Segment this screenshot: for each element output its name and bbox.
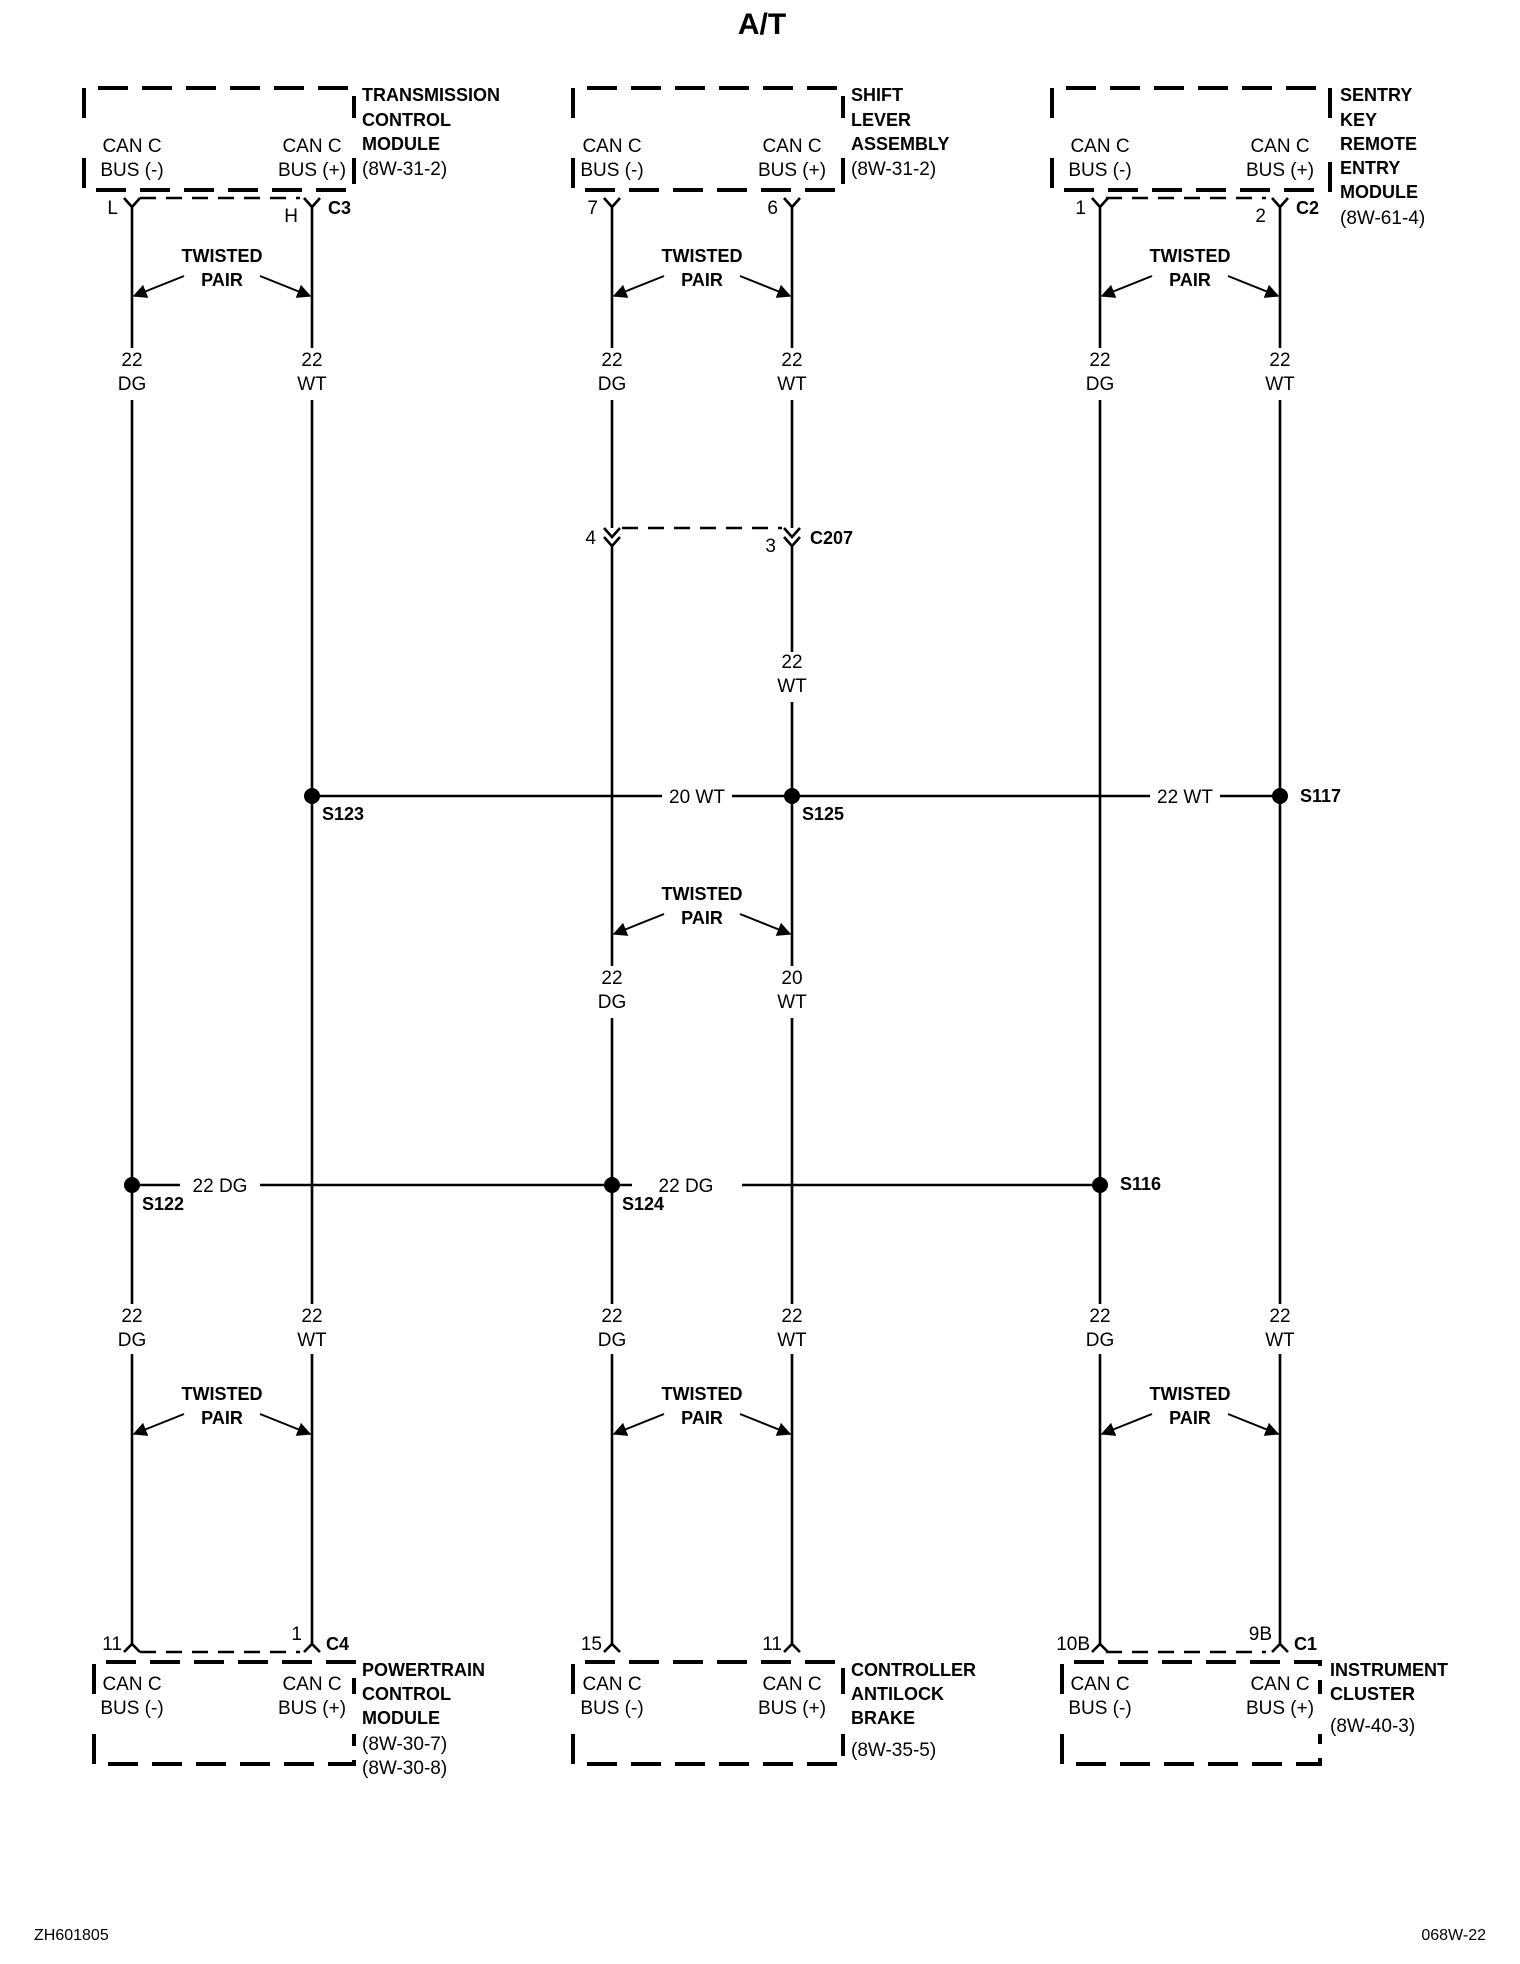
skreem-pin-plus: 2 xyxy=(1255,206,1266,227)
gauge-pcm-wt: 22 xyxy=(301,1306,323,1327)
powertrain-control-module xyxy=(94,1660,485,1779)
tcm-minus-bus: BUS (-) xyxy=(100,160,164,181)
tp-arrow-right xyxy=(740,914,790,934)
c207-connector xyxy=(585,528,853,557)
color-c207-wt: WT xyxy=(777,676,807,697)
wire-labels xyxy=(118,350,1295,1351)
tp-arrow-left xyxy=(134,1414,184,1434)
gauge-tcm-dg: 22 xyxy=(121,350,143,371)
color-mid-wt: WT xyxy=(777,992,807,1013)
can-bus-horizontal xyxy=(132,787,1280,1197)
splice-s122 xyxy=(124,1177,140,1193)
cab-plus-bus: BUS (+) xyxy=(757,1698,827,1719)
splice-s117-label: S117 xyxy=(1300,786,1342,806)
splice-s125-label: S125 xyxy=(802,804,845,824)
pcm-name-2: CONTROL xyxy=(362,1684,451,1704)
skreem-minus-bus: BUS (-) xyxy=(1068,160,1132,181)
cab-plus-can: CAN C xyxy=(762,1674,822,1695)
tp-arrow-left xyxy=(1102,1414,1152,1434)
color-cab-wt: WT xyxy=(777,1330,807,1351)
ic-name-1: INSTRUMENT xyxy=(1330,1660,1448,1680)
color-tcm-dg: DG xyxy=(117,374,147,395)
ic-name-2: CLUSTER xyxy=(1330,1684,1415,1704)
pin-skreem-plus xyxy=(1272,198,1288,207)
pcm-minus-can: CAN C xyxy=(102,1674,162,1695)
color-ic-wt: WT xyxy=(1265,1330,1295,1351)
splice-s122-label: S122 xyxy=(142,1194,185,1214)
bus-dg-label-1: 22 DG xyxy=(192,1176,248,1197)
tp-label-2: PAIR xyxy=(1169,1408,1211,1428)
c207-pin-minus: 4 xyxy=(585,528,596,549)
c207-pin-wt xyxy=(784,528,800,546)
tp-label-2: PAIR xyxy=(201,1408,243,1428)
tcm-name-1: TRANSMISSION xyxy=(362,85,501,105)
ic-plus-bus: BUS (+) xyxy=(1245,1698,1315,1719)
splice-s125 xyxy=(784,788,800,804)
color-tcm-wt: WT xyxy=(297,374,327,395)
tp-arrow-right xyxy=(260,1414,310,1434)
tcm-pin-minus: L xyxy=(107,198,118,219)
twisted-pair-cab xyxy=(614,1384,790,1434)
twisted-pair-sla-mid xyxy=(614,884,790,934)
gauge-cab-dg: 22 xyxy=(601,1306,623,1327)
skreem-pin-minus: 1 xyxy=(1075,198,1086,219)
color-ic-dg: DG xyxy=(1085,1330,1115,1351)
pin-cab-plus xyxy=(784,1644,800,1652)
cab-ref: (8W-35-5) xyxy=(851,1740,937,1761)
sla-name-3: ASSEMBLY xyxy=(851,134,950,154)
splice-s123-label: S123 xyxy=(322,804,365,824)
gauge-mid-wt: 20 xyxy=(781,968,803,989)
sla-plus-can: CAN C xyxy=(762,136,822,157)
tcm-ref: (8W-31-2) xyxy=(362,159,448,180)
gauge-sla-wt: 22 xyxy=(781,350,803,371)
color-skreem-wt: WT xyxy=(1265,374,1295,395)
splice-s116-label: S116 xyxy=(1120,1174,1162,1194)
sla-minus-bus: BUS (-) xyxy=(580,160,644,181)
ic-minus-can: CAN C xyxy=(1070,1674,1130,1695)
color-sla-dg: DG xyxy=(597,374,627,395)
pin-tcm-plus xyxy=(304,198,320,207)
pcm-ref-2: (8W-30-8) xyxy=(362,1758,448,1779)
splice-s124-label: S124 xyxy=(622,1194,665,1214)
cab-name-2: ANTILOCK xyxy=(851,1684,944,1704)
twisted-pair-sla-top xyxy=(614,246,790,296)
tp-arrow-right xyxy=(740,1414,790,1434)
splices xyxy=(124,786,1341,1214)
tcm-pin-plus: H xyxy=(284,206,298,227)
tcm-plus-bus: BUS (+) xyxy=(277,160,347,181)
pin-pcm-plus xyxy=(304,1644,320,1652)
gauge-ic-dg: 22 xyxy=(1089,1306,1111,1327)
pin-skreem-minus xyxy=(1092,198,1108,207)
color-skreem-dg: DG xyxy=(1085,374,1115,395)
skreem-plus-can: CAN C xyxy=(1250,136,1310,157)
sla-name-1: SHIFT xyxy=(851,85,903,105)
tcm-connector: C3 xyxy=(328,198,352,218)
ic-pin-plus: 9B xyxy=(1248,1624,1272,1645)
pcm-pin-plus: 1 xyxy=(291,1624,302,1645)
tp-arrow-left xyxy=(614,914,664,934)
tp-label-2: PAIR xyxy=(681,908,723,928)
gauge-ic-wt: 22 xyxy=(1269,1306,1291,1327)
gauge-cab-wt: 22 xyxy=(781,1306,803,1327)
bottom-connector-pins xyxy=(102,1624,1317,1655)
pcm-ref-1: (8W-30-7) xyxy=(362,1734,448,1755)
tp-label-1: TWISTED xyxy=(661,884,743,904)
bus-dg-label-2: 22 DG xyxy=(658,1176,714,1197)
top-connector-pins xyxy=(107,198,1319,227)
pin-cab-minus xyxy=(604,1644,620,1652)
pcm-name-3: MODULE xyxy=(362,1708,440,1728)
twisted-pair-tcm-top xyxy=(134,246,310,296)
tp-arrow-right xyxy=(740,276,790,296)
color-mid-dg: DG xyxy=(597,992,627,1013)
tp-arrow-right xyxy=(1228,276,1278,296)
cab-name-3: BRAKE xyxy=(851,1708,916,1728)
pin-pcm-minus xyxy=(124,1644,140,1652)
cab-pin-plus: 11 xyxy=(762,1634,782,1655)
splice-s116 xyxy=(1092,1177,1108,1193)
footer-left-code: ZH601805 xyxy=(34,1927,109,1944)
gauge-mid-dg: 22 xyxy=(601,968,623,989)
ic-pin-minus: 10B xyxy=(1056,1634,1090,1655)
twisted-pair-markers xyxy=(134,246,1278,1434)
skreem-ref: (8W-61-4) xyxy=(1340,208,1426,229)
c207-name: C207 xyxy=(810,528,854,548)
ic-minus-bus: BUS (-) xyxy=(1068,1698,1132,1719)
controller-antilock-brake xyxy=(573,1660,976,1764)
diagram-title: A/T xyxy=(737,8,787,41)
gauge-c207-wt: 22 xyxy=(781,652,803,673)
tp-label-2: PAIR xyxy=(1169,270,1211,290)
transmission-control-module xyxy=(84,85,500,190)
skreem-name-2: KEY xyxy=(1340,110,1378,130)
tp-label-1: TWISTED xyxy=(181,246,263,266)
c207-pin-plus: 3 xyxy=(765,536,776,557)
tp-label-1: TWISTED xyxy=(1149,246,1231,266)
ic-connector: C1 xyxy=(1294,1634,1318,1654)
sla-pin-plus: 6 xyxy=(767,198,778,219)
twisted-pair-pcm xyxy=(134,1384,310,1434)
sla-name-2: LEVER xyxy=(851,110,912,130)
pin-ic-minus xyxy=(1092,1644,1108,1652)
pin-ic-plus xyxy=(1272,1644,1288,1652)
cab-pin-minus: 15 xyxy=(580,1634,602,1655)
pin-sla-minus xyxy=(604,198,620,207)
pcm-connector: C4 xyxy=(326,1634,350,1654)
tp-label-1: TWISTED xyxy=(661,246,743,266)
tp-arrow-right xyxy=(1228,1414,1278,1434)
pcm-minus-bus: BUS (-) xyxy=(100,1698,164,1719)
color-pcm-wt: WT xyxy=(297,1330,327,1351)
instrument-cluster xyxy=(1062,1660,1448,1764)
tcm-minus-can: CAN C xyxy=(102,136,162,157)
color-pcm-dg: DG xyxy=(117,1330,147,1351)
sla-pin-minus: 7 xyxy=(587,198,598,219)
gauge-skreem-wt: 22 xyxy=(1269,350,1291,371)
twisted-pair-ic xyxy=(1102,1384,1278,1434)
footer-right-code: 068W-22 xyxy=(1421,1927,1486,1944)
c207-pin-dg xyxy=(604,528,620,546)
sentry-key-remote-entry-module xyxy=(1052,85,1425,229)
skreem-connector: C2 xyxy=(1296,198,1320,218)
cab-minus-can: CAN C xyxy=(582,1674,642,1695)
splice-s117 xyxy=(1272,788,1288,804)
tp-label-1: TWISTED xyxy=(1149,1384,1231,1404)
tp-label-1: TWISTED xyxy=(661,1384,743,1404)
skreem-minus-can: CAN C xyxy=(1070,136,1130,157)
skreem-name-3: REMOTE xyxy=(1340,134,1418,154)
cab-minus-bus: BUS (-) xyxy=(580,1698,644,1719)
ic-ref: (8W-40-3) xyxy=(1330,1716,1416,1737)
cab-name-1: CONTROLLER xyxy=(851,1660,976,1680)
tcm-name-3: MODULE xyxy=(362,134,440,154)
bus-wt-label-2: 22 WT xyxy=(1157,787,1213,808)
tp-label-1: TWISTED xyxy=(181,1384,263,1404)
tp-arrow-left xyxy=(134,276,184,296)
gauge-tcm-wt: 22 xyxy=(301,350,323,371)
sla-ref: (8W-31-2) xyxy=(851,159,937,180)
sla-minus-can: CAN C xyxy=(582,136,642,157)
tp-label-2: PAIR xyxy=(201,270,243,290)
gauge-skreem-dg: 22 xyxy=(1089,350,1111,371)
color-cab-dg: DG xyxy=(597,1330,627,1351)
tp-arrow-left xyxy=(614,1414,664,1434)
tp-arrow-left xyxy=(614,276,664,296)
sla-plus-bus: BUS (+) xyxy=(757,160,827,181)
skreem-name-4: ENTRY xyxy=(1340,158,1401,178)
pin-tcm-minus xyxy=(124,198,140,207)
pin-sla-plus xyxy=(784,198,800,207)
tp-arrow-right xyxy=(260,276,310,296)
bus-wt-label-1: 20 WT xyxy=(669,787,725,808)
pcm-plus-can: CAN C xyxy=(282,1674,342,1695)
gauge-pcm-dg: 22 xyxy=(121,1306,143,1327)
splice-s124 xyxy=(604,1177,620,1193)
ic-plus-can: CAN C xyxy=(1250,1674,1310,1695)
skreem-name-5: MODULE xyxy=(1340,182,1418,202)
tcm-name-2: CONTROL xyxy=(362,110,451,130)
color-sla-wt: WT xyxy=(777,374,807,395)
pcm-pin-minus: 11 xyxy=(102,1634,122,1655)
splice-s123 xyxy=(304,788,320,804)
skreem-name-1: SENTRY xyxy=(1340,85,1413,105)
gauge-sla-dg: 22 xyxy=(601,350,623,371)
twisted-pair-skreem-top xyxy=(1102,246,1278,296)
shift-lever-assembly xyxy=(573,85,949,190)
tp-label-2: PAIR xyxy=(681,270,723,290)
tp-arrow-left xyxy=(1102,276,1152,296)
pcm-plus-bus: BUS (+) xyxy=(277,1698,347,1719)
tcm-plus-can: CAN C xyxy=(282,136,342,157)
tp-label-2: PAIR xyxy=(681,1408,723,1428)
skreem-plus-bus: BUS (+) xyxy=(1245,160,1315,181)
pcm-name-1: POWERTRAIN xyxy=(362,1660,485,1680)
